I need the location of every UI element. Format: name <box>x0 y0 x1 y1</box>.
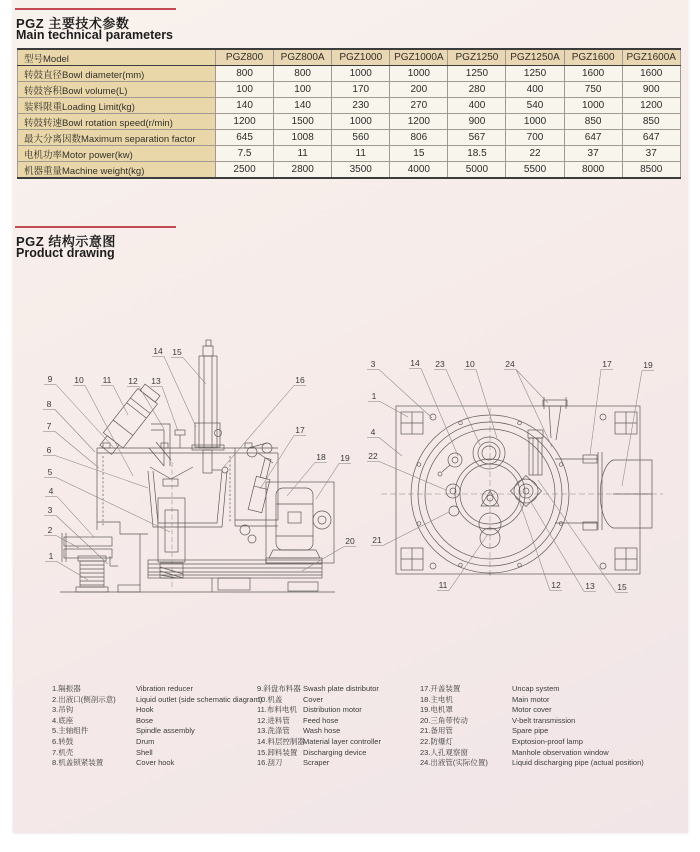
legend-item-zh: 19.电机罩 <box>420 705 453 715</box>
model-header: PGZ1000A <box>390 49 448 66</box>
legend-item-en: Distribution motor <box>303 705 362 715</box>
value-cell: 1000 <box>564 98 622 114</box>
callout-label: 12 <box>551 580 561 590</box>
model-header: PGZ1250A <box>506 49 564 66</box>
row-label: 电机功率Motor power(kw) <box>18 146 216 162</box>
section-divider-line <box>15 226 176 228</box>
legend-item <box>420 748 644 759</box>
callout-label: 17 <box>602 359 612 369</box>
value-cell: 3500 <box>332 162 390 179</box>
callout-leader <box>55 456 148 489</box>
callout-leader <box>538 480 616 593</box>
legend-item-en: Scraper <box>303 758 330 768</box>
value-cell: 900 <box>622 82 680 98</box>
callout-label: 1 <box>371 391 377 401</box>
parameters-table <box>17 48 681 179</box>
legend-item-zh: 20.三角带传动 <box>420 715 468 725</box>
callout-leader <box>316 464 339 500</box>
section1-title-zh: PGZ 主要技术参数 <box>16 16 130 31</box>
legend-item-en: Motor cover <box>512 705 552 715</box>
callout-label: 1 <box>48 551 54 561</box>
callout-label: 5 <box>47 467 53 477</box>
legend-item-zh: 14.料层控制器 <box>257 736 305 746</box>
callout-label: 21 <box>372 535 382 545</box>
model-header: PGZ1250 <box>448 49 506 66</box>
callout-leader <box>590 370 601 456</box>
callout-leader <box>55 432 99 469</box>
table-row <box>18 130 681 146</box>
value-cell: 1250 <box>448 66 506 82</box>
table-body <box>18 66 681 179</box>
callout-label: 10 <box>74 375 84 385</box>
legend-item-en: Main motor <box>512 694 550 704</box>
value-cell: 140 <box>216 98 274 114</box>
value-cell: 37 <box>622 146 680 162</box>
legend-item-zh: 11.布料电机 <box>257 705 297 715</box>
callout-leader <box>379 462 446 491</box>
legend-item <box>52 716 262 727</box>
value-cell: 5500 <box>506 162 564 179</box>
legend-item <box>257 684 381 695</box>
legend-item-en: Uncap system <box>512 684 560 693</box>
model-header: PGZ800 <box>216 49 274 66</box>
legend-item-en: Discharging device <box>303 747 367 757</box>
callout-label: 19 <box>643 360 653 370</box>
legend-item-en: Swash plate distributor <box>303 684 379 693</box>
value-cell: 700 <box>506 130 564 146</box>
value-cell: 100 <box>274 82 332 98</box>
row-label: 机器重量Machine weight(kg) <box>18 162 216 179</box>
legend-item-en: Shell <box>136 747 153 757</box>
callout-leader <box>380 402 408 418</box>
value-cell: 8000 <box>564 162 622 179</box>
legend-item <box>257 716 381 727</box>
callout-label: 12 <box>128 376 138 386</box>
value-cell: 1500 <box>274 114 332 130</box>
value-cell: 850 <box>564 114 622 130</box>
value-cell: 1000 <box>332 66 390 82</box>
callout-label: 6 <box>46 445 52 455</box>
product-drawing <box>15 290 690 680</box>
callout-label: 22 <box>368 451 378 461</box>
callout-leader <box>222 386 294 470</box>
legend-item <box>52 684 262 695</box>
value-cell: 11 <box>332 146 390 162</box>
row-label: 转鼓直径Bowl diameter(mm) <box>18 66 216 82</box>
side-view-drawing <box>60 340 335 592</box>
value-cell: 1600 <box>622 66 680 82</box>
callout-label: 16 <box>295 375 305 385</box>
value-cell: 647 <box>622 130 680 146</box>
legend-item-zh: 1.隔振器 <box>52 684 81 693</box>
legend-item-zh: 4.底座 <box>52 715 74 725</box>
callout-label: 14 <box>153 346 163 356</box>
value-cell: 1000 <box>332 114 390 130</box>
model-header: PGZ1600 <box>564 49 622 66</box>
value-cell: 170 <box>332 82 390 98</box>
callout-leader <box>56 478 170 533</box>
legend-item-zh: 22.防爆灯 <box>420 736 453 746</box>
callout-leader <box>528 497 584 592</box>
legend-item-zh: 21.备用管 <box>420 726 453 736</box>
legend-item-en: Liquid outlet (side schematic diagram) <box>136 694 263 704</box>
value-cell: 1200 <box>390 114 448 130</box>
table-row <box>18 66 681 82</box>
legend-item-zh: 8.机盖锁紧装置 <box>52 758 104 768</box>
legend-item-en: Feed hose <box>303 715 339 725</box>
value-cell: 270 <box>390 98 448 114</box>
legend-item <box>257 758 381 769</box>
legend-group-2 <box>257 684 381 769</box>
callout-leader <box>55 410 95 453</box>
value-cell: 200 <box>390 82 448 98</box>
legend-item-en: Bose <box>136 715 154 725</box>
value-cell: 1200 <box>622 98 680 114</box>
callout-leader <box>383 512 449 546</box>
legend-item-en: Exptosion-proof lamp <box>512 736 583 746</box>
legend-item <box>52 748 262 759</box>
legend-item-en: V-belt transmission <box>512 715 576 725</box>
legend-group-1 <box>52 684 262 769</box>
callout-leader <box>516 370 548 404</box>
callout-label: 24 <box>505 359 515 369</box>
value-cell: 645 <box>216 130 274 146</box>
callout-label: 17 <box>295 425 305 435</box>
value-cell: 1000 <box>390 66 448 82</box>
legend-item <box>52 758 262 769</box>
callout-label: 19 <box>340 453 350 463</box>
callout-leader <box>622 371 642 487</box>
value-cell: 647 <box>564 130 622 146</box>
legend-item-zh: 15.卸料装置 <box>257 747 298 757</box>
model-header: PGZ1000 <box>332 49 390 66</box>
legend-item-zh: 2.出液口(侧剖示意) <box>52 694 116 704</box>
legend-item-zh: 13.洗涤管 <box>257 726 290 736</box>
callout-leader <box>57 497 94 538</box>
callout-label: 4 <box>48 486 54 496</box>
legend-item-zh: 9.斜盘布料器 <box>257 684 301 693</box>
table-row <box>18 98 681 114</box>
distribution-motor <box>96 382 162 457</box>
value-cell: 7.5 <box>216 146 274 162</box>
value-cell: 560 <box>332 130 390 146</box>
value-cell: 750 <box>564 82 622 98</box>
value-cell: 800 <box>216 66 274 82</box>
callout-label: 3 <box>47 505 53 515</box>
table-header <box>18 49 681 66</box>
callout-label: 23 <box>435 359 445 369</box>
callout-leader <box>183 358 206 385</box>
legend-item-zh: 17.开盖装置 <box>420 684 461 693</box>
legend-item <box>420 726 644 737</box>
section2-title-zh: PGZ 结构示意图 <box>16 234 116 249</box>
table-header-row <box>18 49 681 66</box>
callout-leader <box>519 500 550 591</box>
value-cell: 806 <box>390 130 448 146</box>
legend-item-zh: 7.机壳 <box>52 747 74 757</box>
value-cell: 140 <box>274 98 332 114</box>
legend-item-zh: 3.吊钩 <box>52 705 74 715</box>
callout-label: 3 <box>370 359 376 369</box>
value-cell: 8500 <box>622 162 680 179</box>
value-cell: 230 <box>332 98 390 114</box>
legend-item <box>420 716 644 727</box>
value-cell: 567 <box>448 130 506 146</box>
legend-item-en: Spare pipe <box>512 726 549 736</box>
value-cell: 400 <box>506 82 564 98</box>
model-header: PGZ800A <box>274 49 332 66</box>
value-cell: 900 <box>448 114 506 130</box>
legend-item <box>257 695 381 706</box>
legend-item <box>52 726 262 737</box>
legend-item-en: Cover <box>303 694 324 704</box>
legend-item <box>420 758 644 769</box>
value-cell: 22 <box>506 146 564 162</box>
legend-item <box>52 705 262 716</box>
legend-item-en: Hook <box>136 705 154 715</box>
legend-item-en: Liquid discharging pipe (actual position) <box>512 758 644 768</box>
callout-label: 4 <box>370 427 376 437</box>
table-row <box>18 114 681 130</box>
callout-label: 11 <box>102 375 112 385</box>
value-cell: 800 <box>274 66 332 82</box>
row-label: 转鼓转速Bowl rotation speed(r/min) <box>18 114 216 130</box>
callout-label: 14 <box>410 358 420 368</box>
legend-item-zh: 18.主电机 <box>420 694 453 704</box>
legend-item <box>257 748 381 759</box>
legend-item-en: Manhole observation window <box>512 747 609 757</box>
legend-item <box>257 705 381 716</box>
callout-leader <box>516 370 552 448</box>
table-row <box>18 146 681 162</box>
row-label: 最大分离因数Maximum separation factor <box>18 130 216 146</box>
side-view-callouts <box>43 346 356 580</box>
legend-item-zh: 6.转鼓 <box>52 736 74 746</box>
callout-label: 11 <box>438 580 448 590</box>
legend-item <box>52 695 262 706</box>
legend-item-en: Material layer controller <box>303 736 381 746</box>
legend-item-zh: 24.出液管(实际位置) <box>420 758 488 768</box>
value-cell: 5000 <box>448 162 506 179</box>
value-cell: 1200 <box>216 114 274 130</box>
callout-label: 13 <box>151 376 161 386</box>
model-header-label: 型号Model <box>18 49 216 66</box>
top-view-callouts <box>367 358 654 593</box>
value-cell: 2800 <box>274 162 332 179</box>
legend-group-3 <box>420 684 644 769</box>
legend-item-en: Wash hose <box>303 726 341 736</box>
callout-leader <box>287 463 315 497</box>
value-cell: 18.5 <box>448 146 506 162</box>
value-cell: 540 <box>506 98 564 114</box>
callout-label: 18 <box>316 452 326 462</box>
row-label: 装料限重Loading Limit(kg) <box>18 98 216 114</box>
table-row <box>18 82 681 98</box>
legend-item-zh: 23.人孔观察窗 <box>420 747 468 757</box>
legend-item <box>420 684 644 695</box>
legend-item-en: Cover hook <box>136 758 175 768</box>
callout-leader <box>57 562 88 581</box>
legend-item <box>420 695 644 706</box>
callout-label: 8 <box>46 399 52 409</box>
section1-title-en: Main technical parameters <box>16 28 174 42</box>
section-divider-line <box>15 8 176 10</box>
legend-item-zh: 16.刮刀 <box>257 758 283 768</box>
value-cell: 1000 <box>506 114 564 130</box>
value-cell: 100 <box>216 82 274 98</box>
callout-leader <box>379 370 432 419</box>
legend-item <box>257 726 381 737</box>
callout-label: 15 <box>617 582 627 592</box>
legend-item <box>257 737 381 748</box>
legend-item-zh: 12.进料管 <box>257 715 290 725</box>
callout-label: 2 <box>47 525 53 535</box>
callout-leader <box>449 534 488 591</box>
legend-item <box>52 737 262 748</box>
value-cell: 400 <box>448 98 506 114</box>
callout-label: 7 <box>46 421 52 431</box>
value-cell: 2500 <box>216 162 274 179</box>
value-cell: 1250 <box>506 66 564 82</box>
table-row <box>18 162 681 179</box>
legend-item-zh: 5.主轴组件 <box>52 726 89 736</box>
legend-item-en: Drum <box>136 736 155 746</box>
value-cell: 1600 <box>564 66 622 82</box>
callout-label: 13 <box>585 581 595 591</box>
value-cell: 1008 <box>274 130 332 146</box>
callout-label: 20 <box>345 536 355 546</box>
callout-label: 15 <box>172 347 182 357</box>
value-cell: 11 <box>274 146 332 162</box>
legend-item-en: Vibration reducer <box>136 684 193 693</box>
callout-leader <box>476 370 497 439</box>
value-cell: 4000 <box>390 162 448 179</box>
top-view-drawing <box>381 397 663 578</box>
callout-leader <box>379 438 402 457</box>
model-header: PGZ1600A <box>622 49 680 66</box>
legend-item-zh: 10.机盖 <box>257 694 283 704</box>
legend-item-en: Spindle assembly <box>136 726 195 736</box>
legend-item <box>420 737 644 748</box>
value-cell: 37 <box>564 146 622 162</box>
value-cell: 850 <box>622 114 680 130</box>
callout-label: 10 <box>465 359 475 369</box>
section2-title-en: Product drawing <box>16 246 115 260</box>
callout-label: 9 <box>47 374 53 384</box>
row-label: 转鼓容积Bowl volume(L) <box>18 82 216 98</box>
value-cell: 15 <box>390 146 448 162</box>
value-cell: 280 <box>448 82 506 98</box>
legend-item <box>420 705 644 716</box>
